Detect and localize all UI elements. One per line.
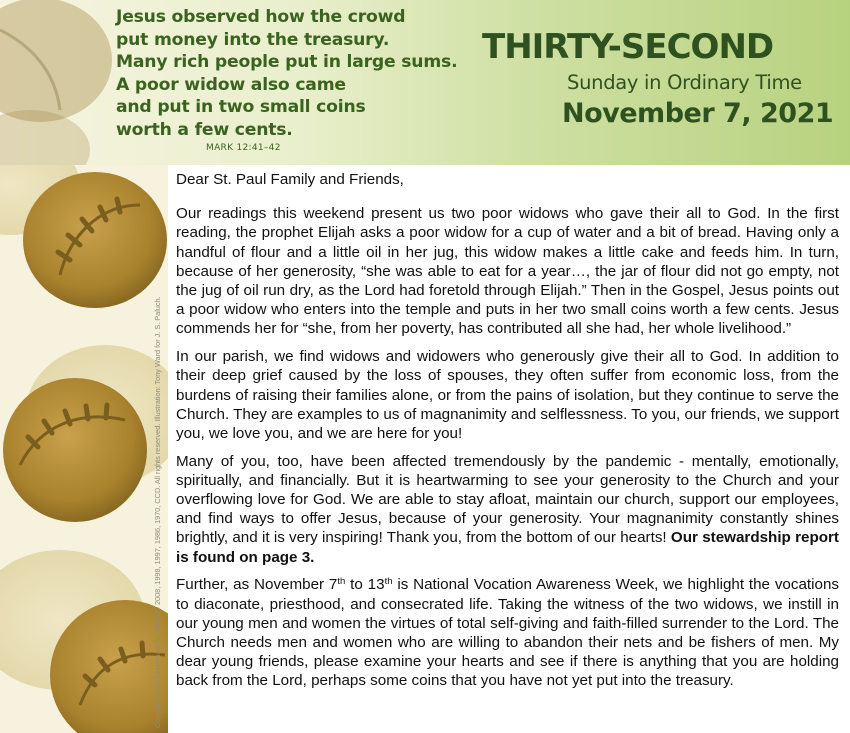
paragraph-text: is National Vocation Awareness Week, we highlight the vocations to diaconate, priesthood, and consecrated life. Taking the witness of the two widows, we instill in our young men and women the virtues of total self-giving and faith-filled surrender to the Lord. The Church needs men and women who are willing to abandon their nets and be fishers of men. My dear young friends, please examine your hearts and see if there is anything that you are holding back from the Lord, perhaps some coins that you have not yet put into the treasury. (176, 576, 840, 690)
letter-paragraph (176, 452, 839, 567)
paragraph-text: Further, as November 7 (176, 576, 338, 594)
scripture-quote (116, 6, 476, 141)
header-coins-illustration (0, 0, 120, 165)
quote-line: put money into the treasury. (116, 29, 390, 50)
letter-paragraph: In our parish, we find widows and widowers who generously give their all to God. In addition to their deep grief caused by the loss of spouses, they often suffer from economic loss, from the burdens of raising their families alone, or from the pains of isolation, but they continue to serve the Church. They are examples to us of magnanimity and selflessness. To you, our friends, we support you, we love you, and we are here for you! (176, 348, 839, 442)
quote-line: A poor widow also came (116, 74, 346, 95)
sunday-date: November 7, 2021 (562, 98, 834, 129)
quote-line: and put in two small coins (116, 97, 366, 117)
letter-paragraph: Our readings this weekend present us two poor widows who gave their all to God. In the first reading, the prophet Elijah asks a poor widow for a cup of water and a bit of bread. Having only a handful of flour and a little oil in her jug, this widow makes a little cake and feeds him. In turn, because of her generosity, “she was able to eat for a year…, the jar of flour did not go empty, not the jug of oil run dry, as the Lord had foretold through Elijah.” Then in the Gospel, Jesus points out a poor widow who enters into the temple and puts in her two small coins worth a few cents. Jesus commends her for “she, from her poverty, has contributed all she had, her whole livelihood.” (176, 205, 839, 338)
coins-illustration (0, 165, 168, 733)
ordinal-suffix: th (384, 576, 393, 588)
letter-greeting: Dear St. Paul Family and Friends, (176, 171, 404, 188)
letter-paragraph (176, 575, 839, 690)
ordinal-suffix: th (337, 576, 346, 588)
header-banner (0, 0, 850, 165)
paragraph-text: Many of you, too, have been affected tremendously by the pandemic - mentally, emotionally, spiritually, and financially. But it is heartwarming to see your generosity to the Church and your overflowing love for God. We are able to stay afloat, maintain our church, support our employees, and find ways to offer Jesus, because of your generosity. Your magnanimity constantly shines brightly, and it is very inspiring! Thank you, from the bottom of our hearts! (176, 452, 839, 547)
sunday-subtitle: Sunday in Ordinary Time (567, 71, 802, 94)
pastor-letter (176, 170, 839, 699)
quote-line: Jesus observed how the crowd (116, 7, 406, 27)
paragraph-text: to 13 (345, 576, 385, 594)
sunday-title: THIRTY-SECOND (482, 27, 774, 67)
stewardship-note: Our stewardship report is found on page 3. (176, 529, 839, 566)
scripture-citation: MARK 12:41–42 (206, 143, 281, 153)
coin-sidebar (0, 165, 168, 733)
illustration-credit: Copyright from Lectionary for Mass © 2008, 1998, 1997, 1986, 1970, CCD. All rights reserved. Illustration: Tony Ward for J. S. Paluch. (153, 296, 162, 728)
quote-line: Many rich people put in large sums. (116, 52, 458, 72)
quote-line: worth a few cents. (116, 119, 293, 140)
